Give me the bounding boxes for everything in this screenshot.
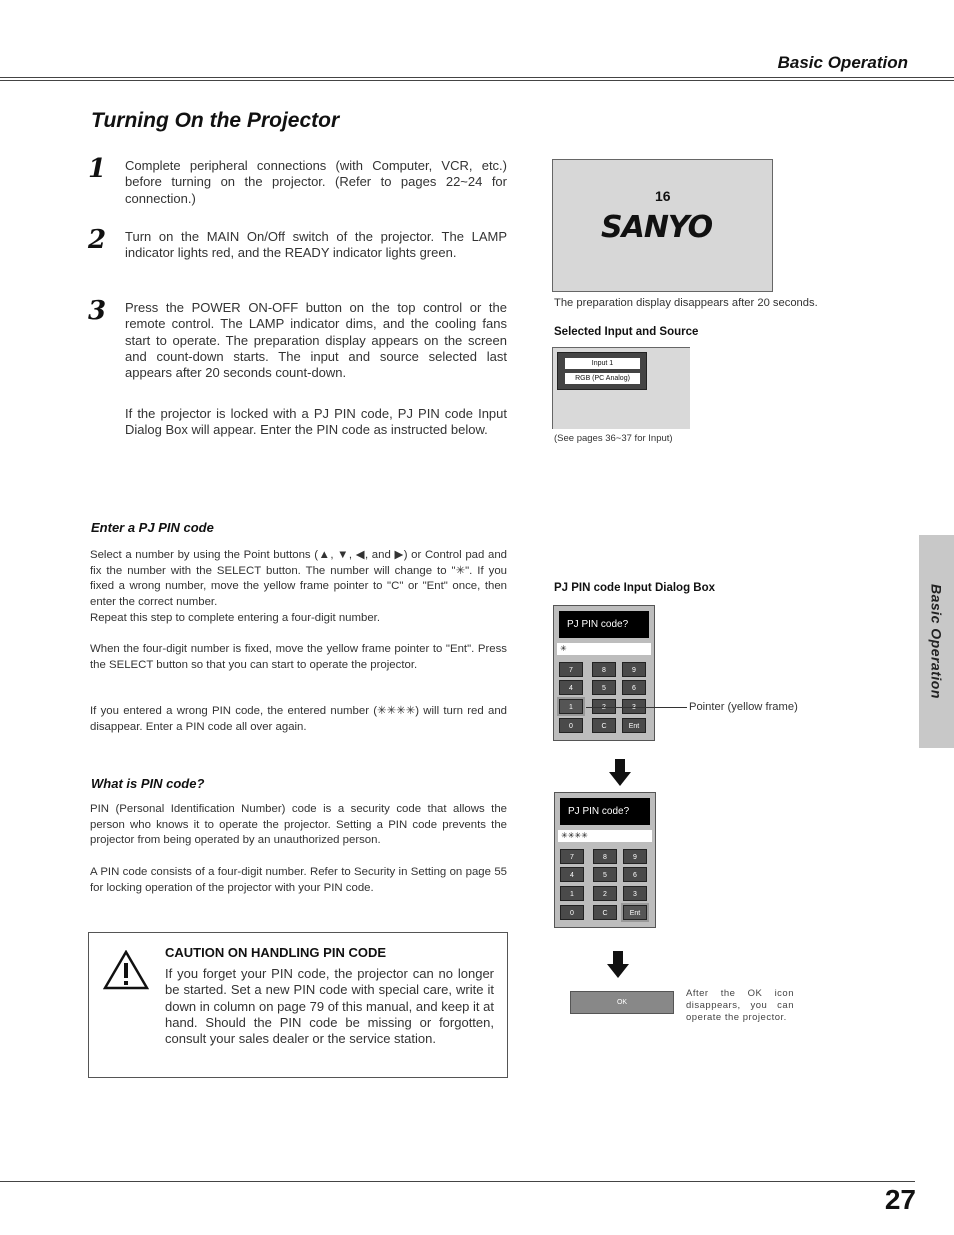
- pin-key[interactable]: Ent: [622, 718, 646, 733]
- page-number: 27: [884, 1184, 916, 1215]
- pin-key[interactable]: 2: [593, 886, 617, 901]
- side-tab: [919, 535, 954, 748]
- section-header: Basic Operation: [777, 53, 908, 72]
- input-source-heading: Selected Input and Source: [554, 326, 699, 338]
- pin-dialog: [554, 792, 656, 928]
- step-number: 3: [88, 296, 107, 326]
- pin-key[interactable]: 9: [623, 849, 647, 864]
- preparation-display: [552, 159, 773, 292]
- step-text: Complete peripheral connections (with Computer, VCR, etc.) before turning on the projector. (Refer to pages 22~24 for connection.): [125, 158, 507, 206]
- pin-key[interactable]: C: [592, 718, 616, 733]
- pin-dialog-heading: PJ PIN code Input Dialog Box: [554, 582, 716, 594]
- pin-key[interactable]: 4: [559, 680, 583, 695]
- pin-key[interactable]: 6: [623, 867, 647, 882]
- step-text: Press the POWER ON-OFF button on the top control or the remote control. The LAMP indicator dims, and the cooling fans start to operate. The preparation display appears on the screen and count-down starts. The input and source selected last appears after 20 seconds count-down.: [125, 300, 507, 381]
- pin-key[interactable]: 0: [560, 905, 584, 920]
- what-pin-text: PIN (Personal Identification Number) code is a security code that allows the person who knows it to operate the projector. Setting a PIN code prevents the projector from being operated by an unauthorized person.: [90, 803, 507, 847]
- pin-key[interactable]: 7: [559, 662, 583, 677]
- step-number: 1: [88, 154, 107, 184]
- pin-key[interactable]: 8: [593, 849, 617, 864]
- pin-key[interactable]: 0: [559, 718, 583, 733]
- pin-key[interactable]: 9: [622, 662, 646, 677]
- ok-icon: OK: [570, 991, 674, 1014]
- pin-key[interactable]: 8: [592, 662, 616, 677]
- prep-caption: The preparation display disappears after 20 seconds.: [554, 297, 818, 309]
- pin-key[interactable]: 3: [623, 886, 647, 901]
- enter-pin-text: Repeat this step to complete entering a four-digit number.: [90, 612, 380, 624]
- header-rule: [0, 77, 954, 78]
- ok-note: After the OK icon disappears, you can operate the projector.: [686, 988, 794, 1023]
- caution-box: [88, 932, 508, 1078]
- pin-key-selected[interactable]: 1: [559, 699, 583, 714]
- pin-dialog-title: PJ PIN code?: [559, 611, 649, 638]
- step-number: 2: [88, 225, 107, 255]
- pin-field: ✳✳✳✳: [558, 830, 652, 842]
- step-note: If the projector is locked with a PJ PIN code, PJ PIN code Input Dialog Box will appear. Enter the PIN code as instructed below.: [125, 406, 507, 438]
- pin-key[interactable]: 5: [593, 867, 617, 882]
- pin-key[interactable]: 1: [560, 886, 584, 901]
- caution-text: If you forget your PIN code, the projector can no longer be started. Set a new PIN code with special care, write it down in column on page 79 of this manual, and keep it at hand. Should the PIN code be missing or forgotten, consult your sales dealer or the service station.: [165, 966, 494, 1047]
- pin-key[interactable]: 7: [560, 849, 584, 864]
- pin-key[interactable]: 6: [622, 680, 646, 695]
- input-source-display: [552, 347, 690, 429]
- pointer-label: Pointer (yellow frame): [689, 701, 798, 713]
- pin-key-selected[interactable]: Ent: [623, 905, 647, 920]
- enter-pin-text: When the four-digit number is fixed, move the yellow frame pointer to "Ent". Press the SELECT button so that you can start to operate the projector.: [90, 643, 507, 671]
- pin-key[interactable]: 5: [592, 680, 616, 695]
- warning-icon: [103, 950, 149, 990]
- arrow-down-icon: [607, 951, 629, 979]
- what-pin-heading: What is PIN code?: [91, 776, 205, 791]
- pin-dialog: [553, 605, 655, 741]
- header-rule: [0, 80, 954, 81]
- step-text: Turn on the MAIN On/Off switch of the projector. The LAMP indicator lights red, and the READY indicator lights green.: [125, 229, 507, 261]
- sanyo-logo: SANYO: [601, 210, 713, 245]
- side-tab-label: Basic Operation: [928, 584, 945, 699]
- arrow-down-icon: [609, 759, 631, 787]
- enter-pin-text: If you entered a wrong PIN code, the entered number (✳✳✳✳) will turn red and disappear. Enter a PIN code all over again.: [90, 705, 507, 733]
- pin-field: ✳: [557, 643, 651, 655]
- input-line: Input 1: [565, 358, 640, 369]
- input-panel: [557, 352, 647, 390]
- what-pin-text: A PIN code consists of a four-digit number. Refer to Security in Setting on page 55 for locking operation of the projector with your PIN code.: [90, 866, 507, 894]
- pointer-leader-line: [586, 707, 687, 708]
- source-line: RGB (PC Analog): [565, 373, 640, 384]
- pin-key[interactable]: C: [593, 905, 617, 920]
- pin-key[interactable]: 4: [560, 867, 584, 882]
- countdown-number: 16: [655, 188, 671, 204]
- page-title: Turning On the Projector: [91, 109, 340, 132]
- input-note: (See pages 36~37 for Input): [554, 433, 673, 444]
- enter-pin-heading: Enter a PJ PIN code: [91, 520, 214, 535]
- caution-title: CAUTION ON HANDLING PIN CODE: [165, 945, 386, 960]
- footer-rule: [0, 1181, 915, 1182]
- pin-dialog-title: PJ PIN code?: [560, 798, 650, 825]
- enter-pin-text: Select a number by using the Point buttons (▲, ▼, ◀, and ▶) or Control pad and fix the number with the SELECT button. The number will change to "✳". If you fixed a wrong number, move the yellow frame pointer to "C" or "Ent" once, then enter the correct number.: [90, 549, 507, 608]
